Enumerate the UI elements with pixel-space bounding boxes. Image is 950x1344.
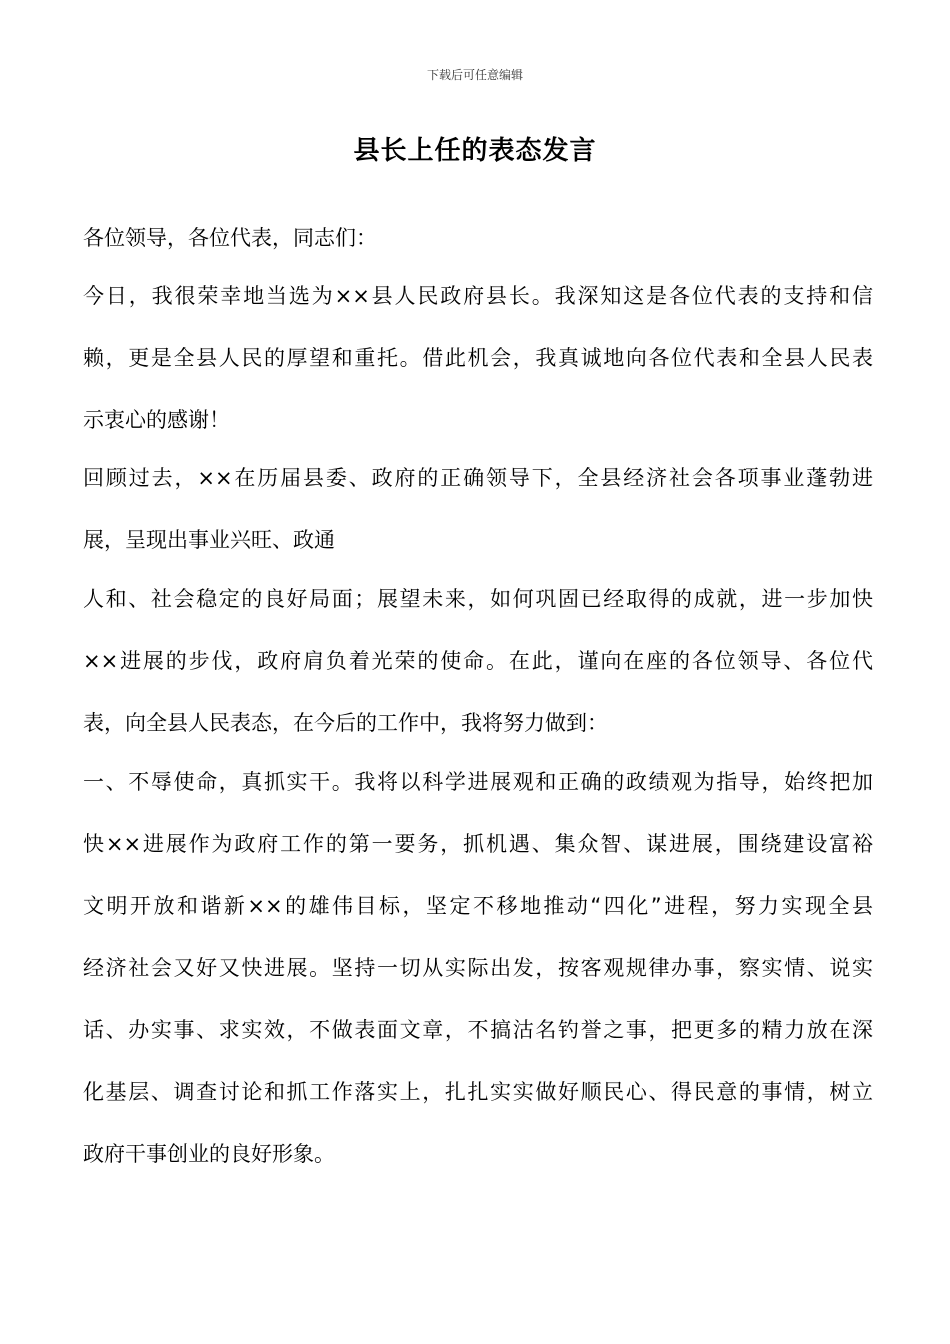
document-title: 县长上任的表态发言 bbox=[353, 136, 597, 166]
body-line: 示衷心的感谢！ bbox=[83, 408, 230, 432]
body-line: 回顾过去，××在历届县委、政府的正确领导下，全县经济社会各项事业蓬勃进 bbox=[83, 466, 873, 490]
body-line: 政府干事创业的良好形象。 bbox=[83, 1142, 335, 1166]
body-line: 经济社会又好又快进展。坚持一切从实际出发，按客观规律办事，察实情、说实 bbox=[83, 956, 873, 980]
body-line: 文明开放和谐新××的雄伟目标，坚定不移地推动“四化”进程，努力实现全县 bbox=[83, 894, 873, 918]
body-line: 快××进展作为政府工作的第一要务，抓机遇、集众智、谋进展，围绕建设富裕 bbox=[83, 832, 873, 856]
body-line: 表，向全县人民表态，在今后的工作中，我将努力做到： bbox=[83, 711, 608, 735]
body-line: 各位领导，各位代表，同志们： bbox=[83, 226, 377, 250]
page-header-note: 下载后可任意编辑 bbox=[426, 68, 523, 82]
body-line: 赖，更是全县人民的厚望和重托。借此机会，我真诚地向各位代表和全县人民表 bbox=[83, 346, 873, 370]
body-line: 人和、社会稳定的良好局面；展望未来，如何巩固已经取得的成就，进一步加快 bbox=[83, 587, 873, 611]
body-line: 化基层、调查讨论和抓工作落实上，扎扎实实做好顺民心、得民意的事情，树立 bbox=[83, 1080, 873, 1104]
body-line: 话、办实事、求实效，不做表面文章，不搞沽名钓誉之事，把更多的精力放在深 bbox=[83, 1018, 873, 1042]
body-line: 展，呈现出事业兴旺、政通 bbox=[83, 528, 335, 552]
body-line: 今日，我很荣幸地当选为××县人民政府县长。我深知这是各位代表的支持和信 bbox=[83, 284, 873, 308]
body-line: ××进展的步伐，政府肩负着光荣的使命。在此，谨向在座的各位领导、各位代 bbox=[83, 649, 873, 673]
body-line: 一、不辱使命，真抓实干。我将以科学进展观和正确的政绩观为指导，始终把加 bbox=[83, 770, 873, 794]
